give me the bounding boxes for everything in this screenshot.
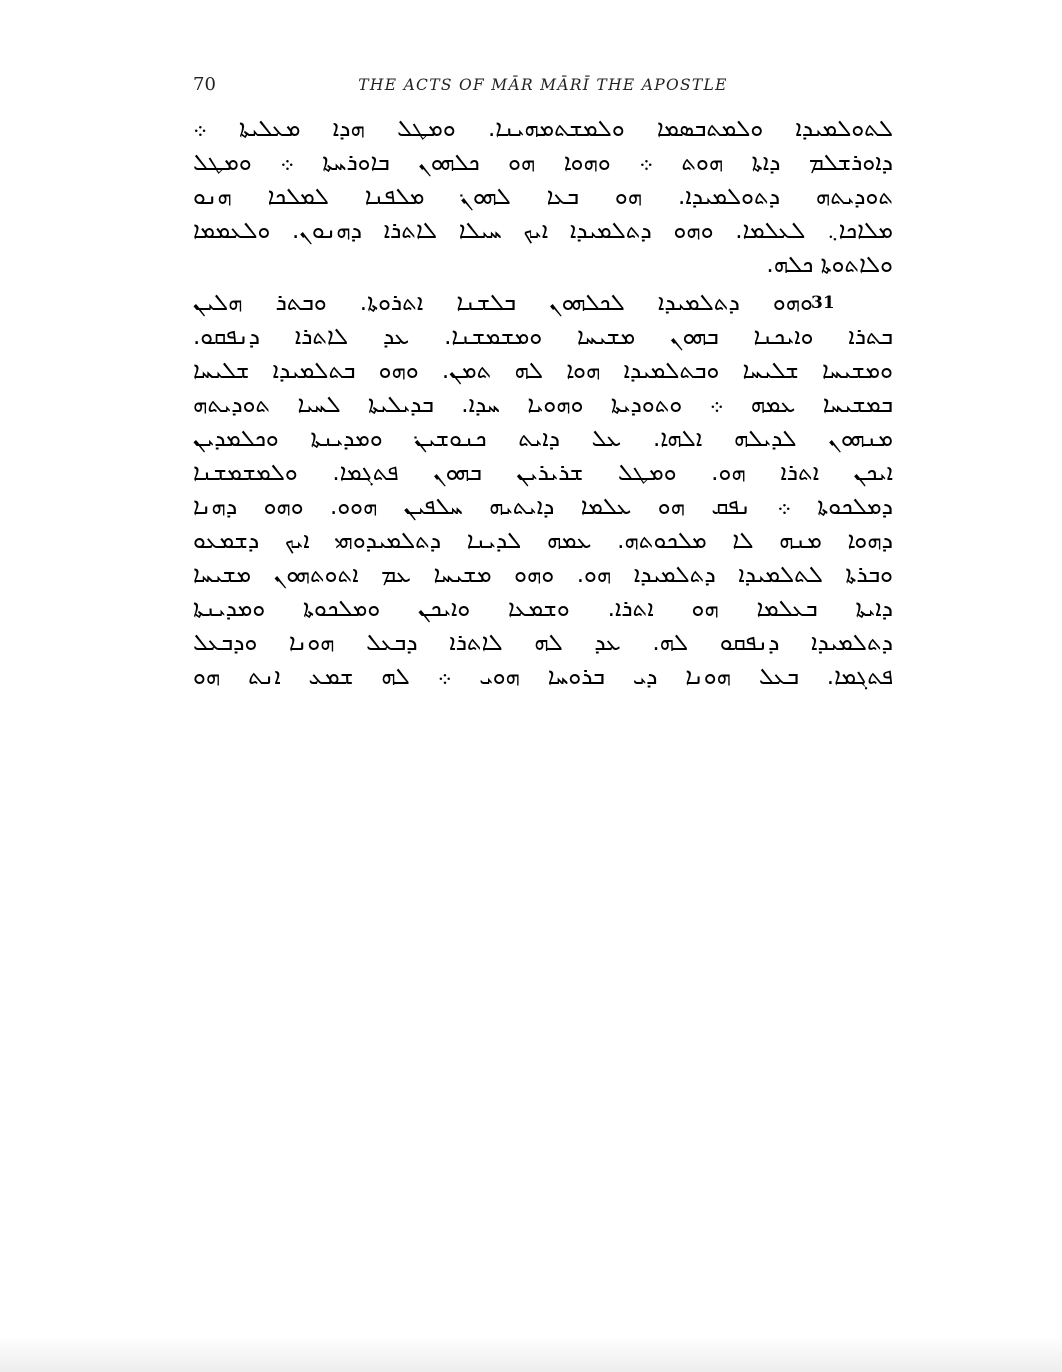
text-line: ܬܘܕܝܬܗ ܕܬܘܠܡܝܕܐ. ܗܘ ܒܥܐ ܠܗܘܢ݀ ܡܠܦܢܐ ܠܡܠܟܐ ܗܢܘ [193,184,893,210]
text-line: ܘܠܐܬܘܬܐ ܟܠܗ. [766,252,893,278]
text-line: ܠܬܘܠܡܝܕܐ ܘܠܡܬܒܣܡܐ ܘܠܡܫܬܡܗܝܢܐ. ܘܡܛܠ ܗܕܐ ܡܥܠܝܬܐ ܀ [193,116,893,142]
text-line: ܡܢܗܘܢ ܠܕܝܠܗ ܐܠܗܐ. ܥܠ ܕܐܝܬ ܟܢܘܫܝܢ݀ ܘܡܕܝܢܬܐ ܘܟܠܡܕܝܢ [193,426,893,452]
page-number: 70 [193,74,216,95]
text-line: ܕܡܠܟܘܬܐ ܀ ܢܦܩ ܗܘ ܥܠܡܐ ܕܐܝܬܝܗ ܚܠܦܝܢ ܗܘܘ. ܘܗܘ ܕܗܢܐ [193,494,893,520]
paragraph-section-31 [193,286,893,694]
running-title: THE ACTS OF MĀR MĀRĪ THE APOSTLE [358,76,728,94]
text-line: ܕܐܘܪܫܠܡ ܕܐܬܐ ܗܘܬ ܀ ܘܗܘܐ ܗܘ ܟܠܗܘܢ ܒܐܘܪܚܬܐ ܀ ܘܡܛܠ [193,150,893,176]
section-number: 31 [811,293,835,313]
text-line: ܐܝܟܢ ܐܬܪܐ ܗܘ. ܘܡܛܠ ܫܪܝܪܝܢ ܒܗܘܢ ܦܬܓܡܐ. ܘܠܡܫܡܫܢܐ [193,460,893,486]
page-header [193,74,893,100]
text-line: ܕܐܝܬܐ ܒܥܠܡܐ ܗܘ ܐܬܪܐ. ܘܫܡܥܐ ܘܐܝܟܢ ܘܡܠܟܘܬܐ ܘܡܕܝܢܬܐ [193,596,893,622]
text-line: ܒܬܪܐ ܘܐܝܟܢܐ ܒܗܘܢ ܡܫܝܚܐ ܘܡܫܡܫܢܐ. ܥܕ ܠܐܬܪܐ ܕܢܦܩܘ. [193,324,893,350]
paragraph-continued [193,112,893,282]
text-line: ܡܠܐܟܐ܆ ܠܥܠܡܐ. ܘܗܘ ܕܬܠܡܝܕܐ ܐܝܟ ܚܝܠܐ ܠܐܬܪܐ ܕܗܢܘܢ. ܘܠܥܡܡܐ [193,218,893,244]
syriac-text-body [193,112,893,698]
text-line: ܘܗܘ ܕܬܠܡܝܕܐ ܠܟܠܗܘܢ ܒܠܫܢܐ ܐܬܪܘܬܐ. ܘܒܬܪ ܗܠܝܢ [193,290,813,316]
text-line: ܘܡܫܝܚܐ ܫܠܝܚܐ ܘܒܬܠܡܝܕܐ ܗܘܐ ܠܗ ܬܡܢ. ܘܗܘ ܒܬܠܡܝܕܐ ܫܠܝܚܐ [193,358,893,384]
text-line: ܘܒܪܬܐ ܠܬܠܡܝܕܐ ܕܬܠܡܝܕܐ ܗܘ. ܘܗܘ ܡܫܝܚܐ ܥܡ ܐܬܘܬܗܘܢ ܡܫܝܚܐ [193,562,893,588]
text-line: ܕܬܠܡܝܕܐ ܕܢܦܩܘ ܠܗ. ܥܕ ܠܗ ܠܐܬܪܐ ܕܒܥܠ ܗܘܢܐ ܘܕܒܥܠ [193,630,893,656]
text-line: ܦܬܓܡܐ. ܒܥܠ ܗܘܢܐ ܕܝ ܒܪܘܚܐ ܗܘܝ ܀ ܠܗ ܫܡܥ ܐܢܬ ܗܘ [193,664,893,690]
text-line: ܒܡܫܝܚܐ ܥܡܗ ܀ ܘܬܘܕܝܬܐ ܘܗܘܝܐ ܚܕܐ. ܒܕܝܠܝܬܐ ܠܚܝܐ ܬܘܕܝܬܗ [193,392,893,418]
bottom-shadow [0,1336,1062,1372]
text-line: ܕܗܘܐ ܡܢܗ ܠܐ ܡܠܟܘܬܗ. ܥܡܗ ܠܕܝܢܐ ܕܬܠܡܝܕܘܗܝ݀ ܐܝܟ ܕܫܡܥܘ [193,528,893,554]
